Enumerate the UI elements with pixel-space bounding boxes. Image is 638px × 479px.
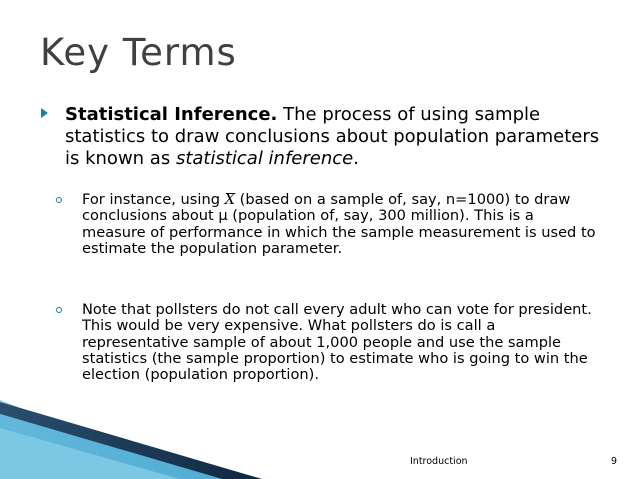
arrow-bullet-icon [41,108,48,118]
definition-text: The process of using sample statistics to draw conclusions about population parameters is known as [65,104,600,169]
x-bar-symbol: X [224,191,235,208]
circle-bullet-icon [56,307,62,313]
sub-bullet-text: For instance, using X (based on a sample of, say, n=1000) to draw conclusions about μ (population of, say, 300 million). This is a measure of performance in which the sample measurement is used to estimate the population parameter. [82,191,596,257]
footer-label: Introduction [410,456,468,467]
page-number: 9 [611,456,618,467]
main-bullet-text [65,104,615,170]
circle-bullet-icon [56,197,62,203]
sub-bullet-text: Note that pollsters do not call every adult who can vote for president. This would be very expensive. What pollsters do is call a representative sample of about 1,000 people and use the sample statistics (the sample proportion) to estimate who is going to win the election (population proportion). [82,301,592,384]
emphasized-term: statistical inference [175,148,354,169]
slide-title: Key Terms [40,31,237,74]
decorative-swoosh [0,400,638,479]
definition-end: . [353,148,359,169]
term-label: Statistical Inference. [65,104,278,125]
